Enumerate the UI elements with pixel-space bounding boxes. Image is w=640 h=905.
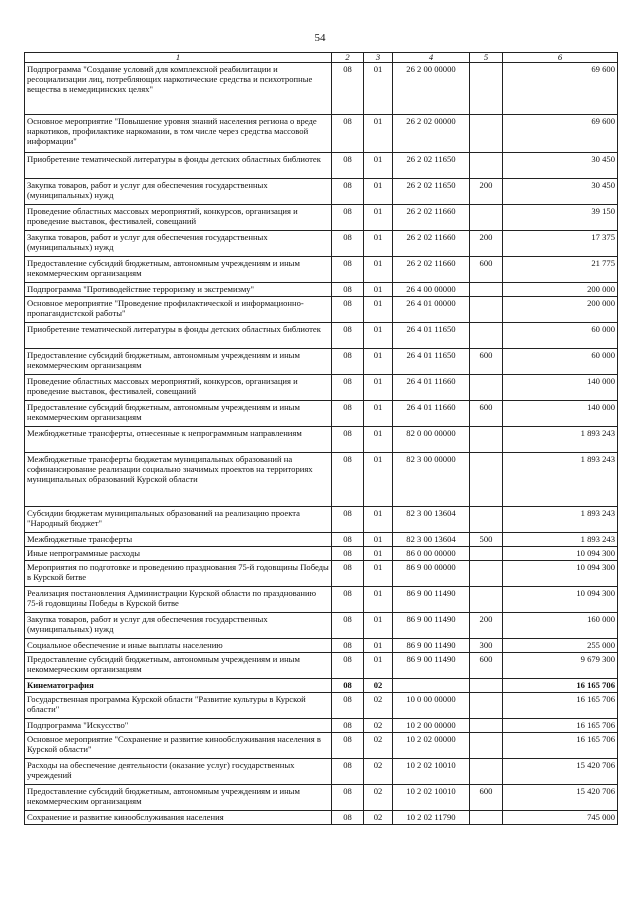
table-row <box>25 401 618 427</box>
table-row <box>25 63 618 115</box>
row-target-article: 26 4 01 11650 <box>393 349 470 375</box>
column-header-expense-type: 5 <box>470 53 503 63</box>
table-row <box>25 759 618 785</box>
row-subsection: 01 <box>364 547 393 561</box>
row-amount: 16 165 706 <box>503 679 618 693</box>
row-target-article: 86 9 00 11490 <box>393 587 470 613</box>
row-amount: 30 450 <box>503 153 618 179</box>
row-amount: 15 420 706 <box>503 785 618 811</box>
row-expense-type <box>470 679 503 693</box>
table-row <box>25 507 618 533</box>
row-name: Межбюджетные трансферты бюджетам муниципальных образований на софинансирование реализации социально значимых проектов на территориях муниципальных образований Курской области <box>25 453 332 507</box>
row-subsection: 01 <box>364 257 393 283</box>
row-name: Предоставление субсидий бюджетным, автономным учреждениям и иным некоммерческим организациям <box>25 653 332 679</box>
row-target-article: 26 4 00 00000 <box>393 283 470 297</box>
row-amount: 140 000 <box>503 401 618 427</box>
row-target-article: 26 2 02 11650 <box>393 179 470 205</box>
row-target-article: 26 2 02 11660 <box>393 257 470 283</box>
row-section: 08 <box>332 231 364 257</box>
table-row <box>25 561 618 587</box>
row-section: 08 <box>332 427 364 453</box>
row-section: 08 <box>332 401 364 427</box>
row-section: 08 <box>332 375 364 401</box>
row-target-article: 86 9 00 00000 <box>393 561 470 587</box>
row-expense-type: 200 <box>470 231 503 257</box>
row-expense-type <box>470 63 503 115</box>
row-section: 08 <box>332 257 364 283</box>
row-amount: 1 893 243 <box>503 453 618 507</box>
row-amount: 745 000 <box>503 811 618 825</box>
row-target-article: 10 2 02 10010 <box>393 759 470 785</box>
row-section: 08 <box>332 507 364 533</box>
row-name: Подпрограмма "Противодействие терроризму и экстремизму" <box>25 283 332 297</box>
row-expense-type: 500 <box>470 533 503 547</box>
row-amount: 1 893 243 <box>503 427 618 453</box>
row-name: Подпрограмма "Создание условий для комплексной реабилитации и ресоциализации лиц, потребляющих наркотические средства и психотропные вещества в немедицинских целях" <box>25 63 332 115</box>
row-subsection: 01 <box>364 561 393 587</box>
row-section: 08 <box>332 283 364 297</box>
row-subsection: 01 <box>364 349 393 375</box>
row-subsection: 01 <box>364 375 393 401</box>
row-name: Государственная программа Курской области "Развитие культуры в Курской области" <box>25 693 332 719</box>
table-row <box>25 693 618 719</box>
row-target-article: 82 3 00 00000 <box>393 453 470 507</box>
row-target-article: 82 3 00 13604 <box>393 533 470 547</box>
budget-table <box>24 52 618 825</box>
row-target-article: 10 2 02 10010 <box>393 785 470 811</box>
row-target-article <box>393 679 470 693</box>
table-row <box>25 733 618 759</box>
row-subsection: 01 <box>364 533 393 547</box>
row-amount: 140 000 <box>503 375 618 401</box>
row-amount: 10 094 300 <box>503 547 618 561</box>
row-name: Предоставление субсидий бюджетным, автономным учреждениям и иным некоммерческим организациям <box>25 785 332 811</box>
row-expense-type: 600 <box>470 401 503 427</box>
column-header-subsection: 3 <box>364 53 393 63</box>
row-subsection: 01 <box>364 613 393 639</box>
row-target-article: 26 2 02 11660 <box>393 231 470 257</box>
row-name: Межбюджетные трансферты <box>25 533 332 547</box>
row-section: 08 <box>332 153 364 179</box>
row-name: Предоставление субсидий бюджетным, автономным учреждениям и иным некоммерческим организациям <box>25 401 332 427</box>
row-section: 08 <box>332 63 364 115</box>
row-subsection: 01 <box>364 453 393 507</box>
table-row <box>25 375 618 401</box>
table-row <box>25 231 618 257</box>
row-name: Закупка товаров, работ и услуг для обеспечения государственных (муниципальных) нужд <box>25 613 332 639</box>
row-name: Сохранение и развитие кинообслуживания населения <box>25 811 332 825</box>
row-section: 08 <box>332 733 364 759</box>
row-target-article: 10 2 02 00000 <box>393 733 470 759</box>
row-subsection: 01 <box>364 297 393 323</box>
row-name: Предоставление субсидий бюджетным, автономным учреждениям и иным некоммерческим организациям <box>25 257 332 283</box>
row-target-article: 86 9 00 11490 <box>393 613 470 639</box>
row-expense-type <box>470 811 503 825</box>
row-section: 08 <box>332 547 364 561</box>
row-subsection: 01 <box>364 507 393 533</box>
table-row <box>25 283 618 297</box>
row-expense-type <box>470 547 503 561</box>
row-amount: 39 150 <box>503 205 618 231</box>
row-subsection: 02 <box>364 759 393 785</box>
row-amount: 200 000 <box>503 283 618 297</box>
row-expense-type <box>470 587 503 613</box>
row-name: Мероприятия по подготовке и проведению празднования 75-й годовщины Победы в Курской битве <box>25 561 332 587</box>
row-target-article: 10 2 02 11790 <box>393 811 470 825</box>
row-expense-type <box>470 719 503 733</box>
row-expense-type <box>470 733 503 759</box>
row-section: 08 <box>332 693 364 719</box>
table-row <box>25 257 618 283</box>
row-target-article: 26 2 02 11660 <box>393 205 470 231</box>
row-expense-type <box>470 323 503 349</box>
row-section: 08 <box>332 115 364 153</box>
row-section: 08 <box>332 759 364 785</box>
row-amount: 60 000 <box>503 349 618 375</box>
row-name: Основное мероприятие "Проведение профилактической и информационно-пропагандистской работы" <box>25 297 332 323</box>
row-name: Основное мероприятие "Сохранение и развитие кинообслуживания населения в Курской области" <box>25 733 332 759</box>
row-amount: 16 165 706 <box>503 693 618 719</box>
table-row <box>25 785 618 811</box>
row-expense-type: 200 <box>470 179 503 205</box>
row-subsection: 01 <box>364 231 393 257</box>
row-amount: 21 775 <box>503 257 618 283</box>
row-section: 08 <box>332 613 364 639</box>
row-section: 08 <box>332 323 364 349</box>
row-target-article: 26 2 00 00000 <box>393 63 470 115</box>
row-target-article: 86 0 00 00000 <box>393 547 470 561</box>
table-row <box>25 679 618 693</box>
table-row <box>25 153 618 179</box>
table-row <box>25 179 618 205</box>
row-section: 08 <box>332 679 364 693</box>
row-name: Расходы на обеспечение деятельности (оказание услуг) государственных учреждений <box>25 759 332 785</box>
row-subsection: 02 <box>364 785 393 811</box>
table-row <box>25 547 618 561</box>
row-amount: 60 000 <box>503 323 618 349</box>
row-subsection: 01 <box>364 205 393 231</box>
row-target-article: 26 4 01 11660 <box>393 375 470 401</box>
row-target-article: 26 4 01 11660 <box>393 401 470 427</box>
table-row <box>25 719 618 733</box>
row-name: Реализация постановления Администрации Курской области по празднованию 75-й годовщины Победы в Курской битве <box>25 587 332 613</box>
row-expense-type: 600 <box>470 349 503 375</box>
row-expense-type: 200 <box>470 613 503 639</box>
row-amount: 1 893 243 <box>503 533 618 547</box>
row-name: Приобретение тематической литературы в фонды детских областных библиотек <box>25 323 332 349</box>
row-expense-type <box>470 507 503 533</box>
row-section: 08 <box>332 453 364 507</box>
row-subsection: 01 <box>364 179 393 205</box>
row-section: 08 <box>332 179 364 205</box>
row-section: 08 <box>332 719 364 733</box>
row-expense-type <box>470 153 503 179</box>
row-expense-type: 300 <box>470 639 503 653</box>
row-target-article: 82 0 00 00000 <box>393 427 470 453</box>
row-subsection: 01 <box>364 427 393 453</box>
table-header-row <box>25 53 618 63</box>
column-header-section: 2 <box>332 53 364 63</box>
row-subsection: 02 <box>364 811 393 825</box>
row-subsection: 01 <box>364 153 393 179</box>
row-subsection: 02 <box>364 733 393 759</box>
table-row <box>25 349 618 375</box>
row-name: Закупка товаров, работ и услуг для обеспечения государственных (муниципальных) нужд <box>25 231 332 257</box>
column-header-name: 1 <box>25 53 332 63</box>
row-expense-type <box>470 453 503 507</box>
row-amount: 69 600 <box>503 63 618 115</box>
row-name: Иные непрограммные расходы <box>25 547 332 561</box>
row-section: 08 <box>332 561 364 587</box>
row-amount: 69 600 <box>503 115 618 153</box>
row-expense-type <box>470 561 503 587</box>
column-header-target-article: 4 <box>393 53 470 63</box>
row-section: 08 <box>332 297 364 323</box>
row-section: 08 <box>332 811 364 825</box>
row-amount: 255 000 <box>503 639 618 653</box>
row-amount: 17 375 <box>503 231 618 257</box>
row-name: Кинематография <box>25 679 332 693</box>
row-name: Проведение областных массовых мероприятий, конкурсов, организация и проведение выставок, фестивалей, совещаний <box>25 205 332 231</box>
row-subsection: 01 <box>364 283 393 297</box>
row-amount: 10 094 300 <box>503 587 618 613</box>
row-name: Закупка товаров, работ и услуг для обеспечения государственных (муниципальных) нужд <box>25 179 332 205</box>
row-subsection: 01 <box>364 653 393 679</box>
table-row <box>25 453 618 507</box>
row-target-article: 10 0 00 00000 <box>393 693 470 719</box>
row-expense-type <box>470 297 503 323</box>
row-target-article: 26 2 02 11650 <box>393 153 470 179</box>
row-expense-type <box>470 205 503 231</box>
row-amount: 1 893 243 <box>503 507 618 533</box>
table-row <box>25 427 618 453</box>
row-subsection: 01 <box>364 63 393 115</box>
row-target-article: 86 9 00 11490 <box>393 639 470 653</box>
row-amount: 160 000 <box>503 613 618 639</box>
row-target-article: 26 4 01 00000 <box>393 297 470 323</box>
row-name: Субсидии бюджетам муниципальных образований на реализацию проекта "Народный бюджет" <box>25 507 332 533</box>
row-section: 08 <box>332 349 364 375</box>
table-row <box>25 533 618 547</box>
row-target-article: 10 2 00 00000 <box>393 719 470 733</box>
row-subsection: 01 <box>364 323 393 349</box>
row-amount: 200 000 <box>503 297 618 323</box>
table-row <box>25 613 618 639</box>
row-amount: 30 450 <box>503 179 618 205</box>
row-expense-type: 600 <box>470 653 503 679</box>
row-expense-type <box>470 427 503 453</box>
row-target-article: 82 3 00 13604 <box>393 507 470 533</box>
page-number: 54 <box>314 32 326 44</box>
row-expense-type <box>470 759 503 785</box>
row-subsection: 01 <box>364 115 393 153</box>
row-subsection: 02 <box>364 693 393 719</box>
row-subsection: 02 <box>364 719 393 733</box>
table-row <box>25 653 618 679</box>
row-name: Основное мероприятие "Повышение уровня знаний населения региона о вреде наркотиков, профилактике наркомании, в том числе через средства массовой информации" <box>25 115 332 153</box>
row-name: Предоставление субсидий бюджетным, автономным учреждениям и иным некоммерческим организациям <box>25 349 332 375</box>
row-section: 08 <box>332 653 364 679</box>
row-target-article: 26 4 01 11650 <box>393 323 470 349</box>
row-section: 08 <box>332 205 364 231</box>
row-subsection: 02 <box>364 679 393 693</box>
row-target-article: 86 9 00 11490 <box>393 653 470 679</box>
row-expense-type: 600 <box>470 785 503 811</box>
table-row <box>25 297 618 323</box>
row-amount: 16 165 706 <box>503 733 618 759</box>
row-amount: 9 679 300 <box>503 653 618 679</box>
row-name: Межбюджетные трансферты, отнесенные к непрограммным направлениям <box>25 427 332 453</box>
table-row <box>25 323 618 349</box>
table-row <box>25 811 618 825</box>
table-row <box>25 205 618 231</box>
row-section: 08 <box>332 587 364 613</box>
row-amount: 10 094 300 <box>503 561 618 587</box>
row-expense-type <box>470 283 503 297</box>
row-subsection: 01 <box>364 587 393 613</box>
row-expense-type <box>470 375 503 401</box>
table-row <box>25 639 618 653</box>
row-expense-type <box>470 115 503 153</box>
table-row <box>25 587 618 613</box>
column-header-amount: 6 <box>503 53 618 63</box>
row-amount: 16 165 706 <box>503 719 618 733</box>
row-expense-type: 600 <box>470 257 503 283</box>
row-name: Приобретение тематической литературы в фонды детских областных библиотек <box>25 153 332 179</box>
row-name: Подпрограмма "Искусство" <box>25 719 332 733</box>
row-section: 08 <box>332 533 364 547</box>
row-section: 08 <box>332 639 364 653</box>
row-name: Социальное обеспечение и иные выплаты населению <box>25 639 332 653</box>
row-name: Проведение областных массовых мероприятий, конкурсов, организация и проведение выставок, фестивалей, совещаний <box>25 375 332 401</box>
table-row <box>25 115 618 153</box>
row-expense-type <box>470 693 503 719</box>
row-subsection: 01 <box>364 401 393 427</box>
row-target-article: 26 2 02 00000 <box>393 115 470 153</box>
row-subsection: 01 <box>364 639 393 653</box>
row-amount: 15 420 706 <box>503 759 618 785</box>
row-section: 08 <box>332 785 364 811</box>
